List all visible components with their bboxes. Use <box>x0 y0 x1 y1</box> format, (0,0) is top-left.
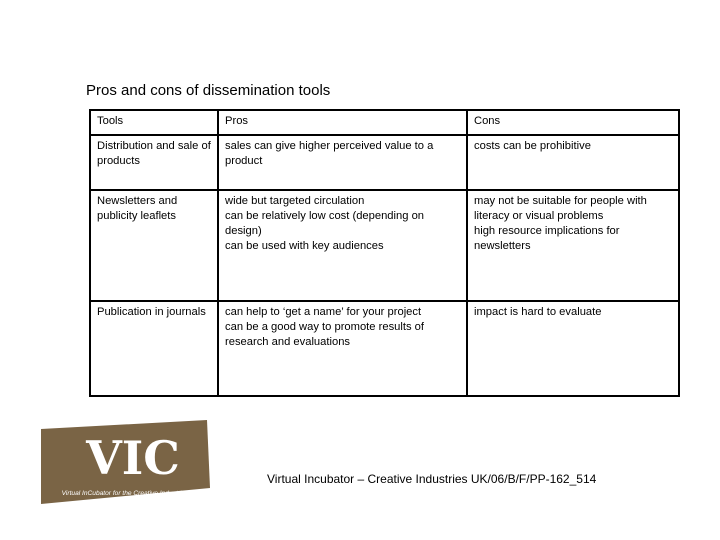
pro-item: can be used with key audiences <box>225 240 384 252</box>
comparison-table <box>89 109 680 397</box>
header-cons: Cons <box>467 110 679 135</box>
footer-reference: Virtual Incubator – Creative Industries UK/06/B/F/PP-162_514 <box>267 472 597 486</box>
cons-cell <box>467 135 679 190</box>
header-tools: Tools <box>90 110 218 135</box>
table-row <box>90 301 679 396</box>
tool-cell <box>90 190 218 301</box>
pros-cell <box>218 190 467 301</box>
tool-cell <box>90 301 218 396</box>
vic-logo <box>35 420 211 511</box>
page-title: Pros and cons of dissemination tools <box>86 82 331 99</box>
tool-cell <box>90 135 218 190</box>
pro-item: can be relatively low cost (depending on design) <box>225 210 425 237</box>
con-item: may not be suitable for people with literacy or visual problems <box>474 195 647 222</box>
logo-wordmark: VIC <box>86 431 180 485</box>
table-row <box>90 135 679 190</box>
comparison-table-container <box>89 109 678 397</box>
pro-item: can help to ‘get a name’ for your project <box>225 306 422 318</box>
vic-logo-graphic <box>35 420 211 506</box>
pros-cell <box>218 135 467 190</box>
pros-cell <box>218 301 467 396</box>
cons-cell <box>467 190 679 301</box>
pro-item: sales can give higher perceived value to a product <box>225 140 434 167</box>
tool-name: Publication in journals <box>97 306 206 318</box>
table-header-row <box>90 110 679 135</box>
pro-item: can be a good way to promote results of research and evaluations <box>225 321 425 348</box>
logo-tagline: Virtual InCubator for the Creative Industries <box>61 490 189 497</box>
table-row <box>90 190 679 301</box>
tool-name: Newsletters and publicity leaflets <box>97 195 178 222</box>
con-item: costs can be prohibitive <box>474 140 591 152</box>
con-item: high resource implications for newsletters <box>474 225 620 252</box>
pro-item: wide but targeted circulation <box>225 195 365 207</box>
cons-cell <box>467 301 679 396</box>
con-item: impact is hard to evaluate <box>474 306 602 318</box>
header-pros: Pros <box>218 110 467 135</box>
tool-name: Distribution and sale of products <box>97 140 211 167</box>
